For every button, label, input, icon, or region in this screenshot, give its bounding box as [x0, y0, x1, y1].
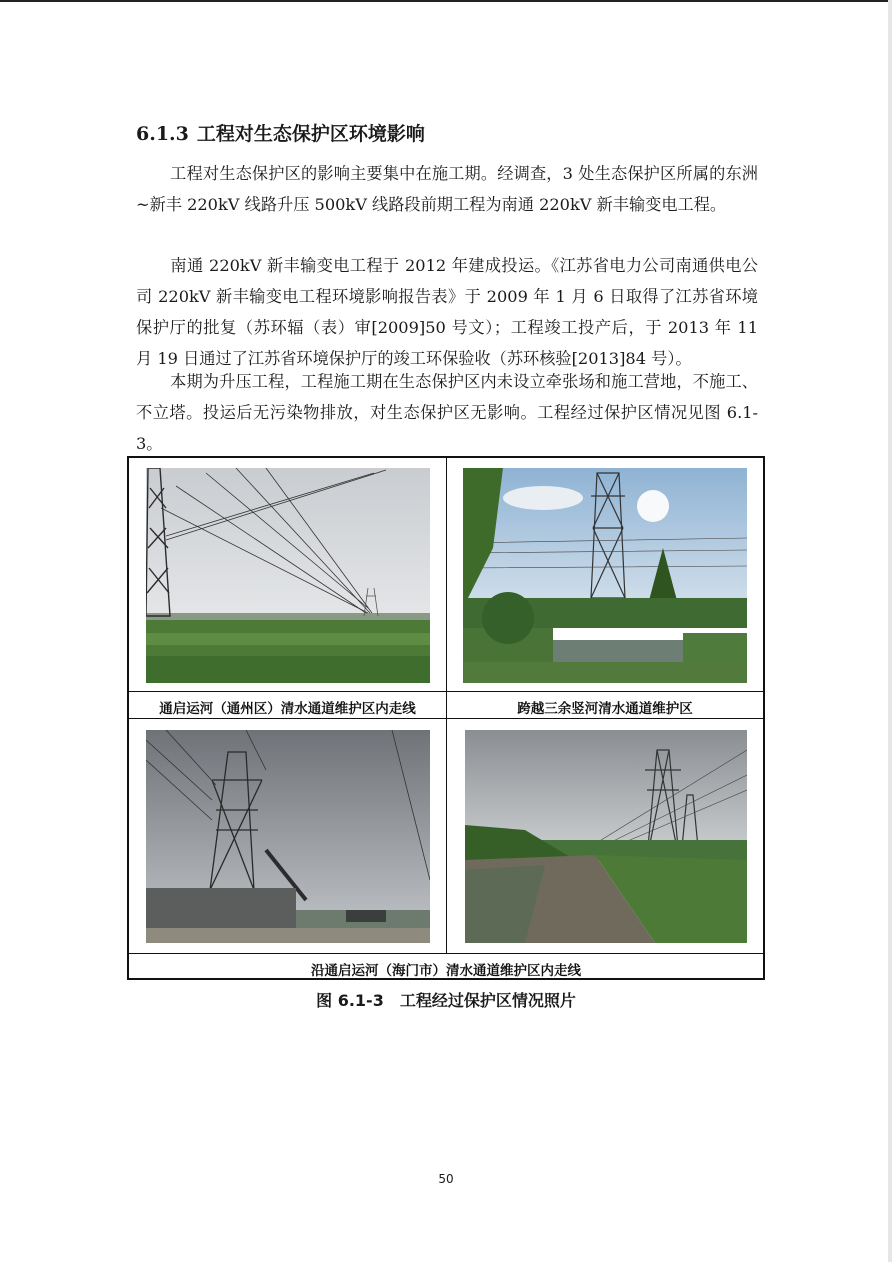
photo-field-pylon: [146, 468, 430, 683]
photo-pylon-pond: [463, 468, 747, 683]
paragraph-2-text: 南通 220kV 新丰输变电工程于 2012 年建成投运。《江苏省电力公司南通供电公司 220kV 新丰输变电工程环境影响报告表》于 2009 年 1 月 6 日取得了江苏省环境保护厅的批复（苏环辐（表）审[2009]50 号文）；工程竣工投产后，于 2013 年 11 月 19 日通过了江苏省环境保护厅的竣工环保验收（苏环核验[2013]84 号）。: [136, 256, 758, 368]
paragraph-1: [136, 158, 758, 220]
caption-top-right: 跨越三余竖河清水通道维护区: [517, 701, 693, 717]
paragraph-3: [136, 366, 758, 459]
photo-canal-pylons: [465, 730, 747, 943]
section-heading: [136, 119, 425, 146]
section-number: 6.1.3: [136, 123, 189, 145]
paragraph-3-text: 本期为升压工程，工程施工期在生态保护区内未设立牵张场和施工营地，不施工、不立塔。投运后无污染物排放，对生态保护区无影响。工程经过保护区情况见图 6.1-3。: [136, 372, 758, 453]
photo-pylon-crane: [146, 730, 430, 943]
table-divider-row3: [129, 953, 763, 954]
paragraph-2: [136, 250, 758, 374]
figure-title: 图 6.1-3 工程经过保护区情况照片: [316, 991, 576, 1010]
page-edge-shadow: [888, 0, 892, 1262]
paragraph-1-text: 工程对生态保护区的影响主要集中在施工期。经调查，3 处生态保护区所属的东洲~新丰 220kV 线路升压 500kV 线路段前期工程为南通 220kV 新丰输变电工程。: [136, 164, 758, 214]
top-rule: [0, 0, 892, 2]
caption-bottom: 沿通启运河（海门市）清水通道维护区内走线: [311, 963, 581, 979]
table-divider-row2: [129, 718, 763, 719]
section-title: 工程对生态保护区环境影响: [196, 123, 425, 145]
page-number: 50: [438, 1172, 454, 1186]
figure-table: [127, 456, 765, 980]
caption-top-left: 通启运河（通州区）清水通道维护区内走线: [159, 701, 416, 717]
table-divider-row1: [129, 691, 763, 692]
